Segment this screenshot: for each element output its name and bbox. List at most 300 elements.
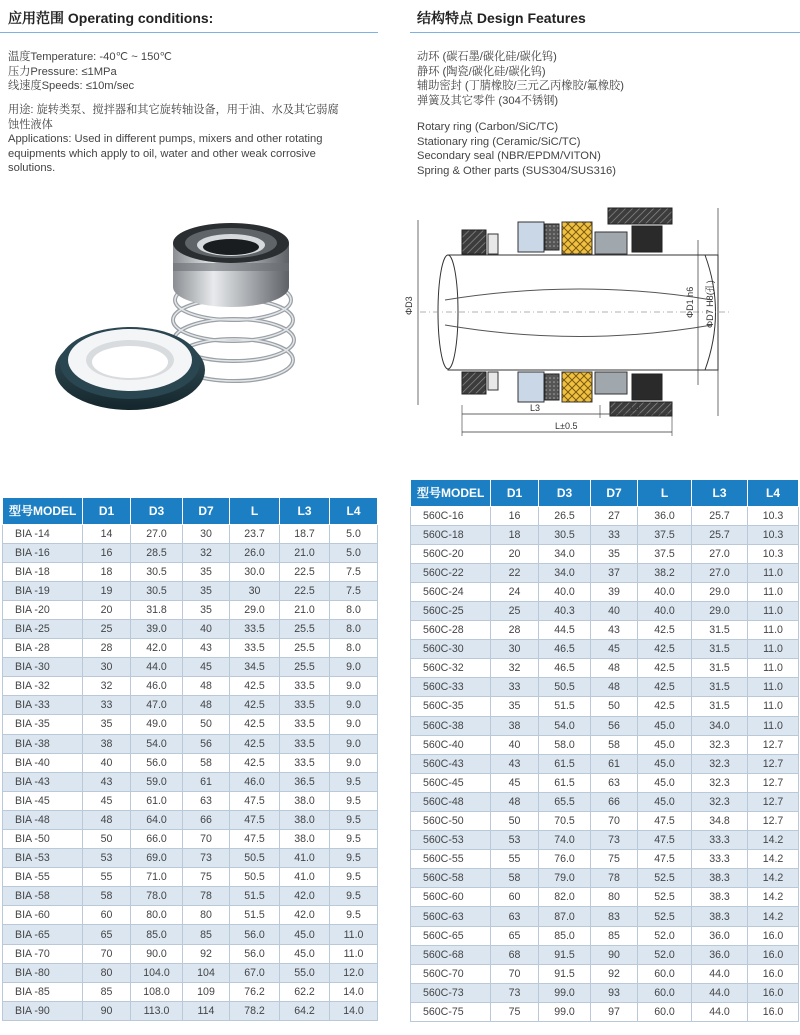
value-cell: 14.2 <box>748 907 799 926</box>
model-cell: BIA -25 <box>3 619 83 638</box>
value-cell: 16.0 <box>748 926 799 945</box>
model-cell: BIA -18 <box>3 562 83 581</box>
value-cell: 33.5 <box>280 696 330 715</box>
value-cell: 16.0 <box>748 1002 799 1021</box>
value-cell: 56.0 <box>131 753 183 772</box>
value-cell: 14 <box>83 524 131 543</box>
table-row <box>411 792 799 811</box>
value-cell: 46.5 <box>539 640 591 659</box>
value-cell: 71.0 <box>131 868 183 887</box>
value-cell: 39.0 <box>131 619 183 638</box>
table-row <box>3 734 378 753</box>
value-cell: 48 <box>183 696 230 715</box>
value-cell: 61.0 <box>131 791 183 810</box>
table-row <box>411 697 799 716</box>
table-row <box>3 1001 378 1020</box>
value-cell: 16.0 <box>748 964 799 983</box>
value-cell: 21.0 <box>280 600 330 619</box>
table-row <box>411 716 799 735</box>
table-row <box>411 754 799 773</box>
col-model: 型号MODEL <box>411 480 491 506</box>
table-row <box>411 888 799 907</box>
value-cell: 113.0 <box>131 1001 183 1020</box>
value-cell: 99.0 <box>539 983 591 1002</box>
value-cell: 14.2 <box>748 869 799 888</box>
col-d3: D3 <box>131 498 183 524</box>
value-cell: 22.5 <box>280 562 330 581</box>
value-cell: 64.2 <box>280 1001 330 1020</box>
table-row <box>3 753 378 772</box>
value-cell: 73 <box>183 849 230 868</box>
value-cell: 40 <box>83 753 131 772</box>
value-cell: 11.0 <box>748 601 799 620</box>
model-cell: 560C-28 <box>411 621 491 640</box>
value-cell: 85 <box>183 925 230 944</box>
dim-l4-label: L4 <box>630 403 641 413</box>
value-cell: 50.5 <box>539 678 591 697</box>
value-cell: 45 <box>491 773 539 792</box>
value-cell: 27.0 <box>692 544 748 563</box>
value-cell: 75 <box>591 850 638 869</box>
value-cell: 64.0 <box>131 810 183 829</box>
col-d7: D7 <box>183 498 230 524</box>
table-row <box>411 926 799 945</box>
value-cell: 30 <box>230 581 280 600</box>
value-cell: 31.8 <box>131 600 183 619</box>
value-cell: 99.0 <box>539 1002 591 1021</box>
table-row <box>3 600 378 619</box>
value-cell: 56 <box>591 716 638 735</box>
table-row <box>3 944 378 963</box>
value-cell: 26.5 <box>539 506 591 525</box>
value-cell: 47.5 <box>638 812 692 831</box>
value-cell: 14.2 <box>748 831 799 850</box>
value-cell: 24 <box>491 582 539 601</box>
value-cell: 58 <box>591 735 638 754</box>
value-cell: 11.0 <box>748 582 799 601</box>
table-row <box>411 983 799 1002</box>
feature-en-line: Stationary ring (Ceramic/SiC/TC) <box>417 135 581 148</box>
value-cell: 33 <box>491 678 539 697</box>
model-cell: BIA -33 <box>3 696 83 715</box>
value-cell: 14.2 <box>748 888 799 907</box>
value-cell: 32 <box>183 543 230 562</box>
value-cell: 49.0 <box>131 715 183 734</box>
value-cell: 50 <box>591 697 638 716</box>
value-cell: 44.0 <box>692 983 748 1002</box>
value-cell: 65 <box>491 926 539 945</box>
usage-cn-line: 蚀性液体 <box>8 118 53 131</box>
feature-en-line: Secondary seal (NBR/EPDM/VITON) <box>417 150 601 162</box>
value-cell: 42.5 <box>638 640 692 659</box>
value-cell: 70 <box>183 830 230 849</box>
value-cell: 56.0 <box>230 944 280 963</box>
value-cell: 11.0 <box>748 697 799 716</box>
model-cell: BIA -32 <box>3 677 83 696</box>
value-cell: 42.5 <box>230 734 280 753</box>
value-cell: 41.0 <box>280 849 330 868</box>
table-row <box>411 945 799 964</box>
value-cell: 90 <box>591 945 638 964</box>
value-cell: 35 <box>183 600 230 619</box>
value-cell: 47.5 <box>230 830 280 849</box>
model-cell: 560C-20 <box>411 544 491 563</box>
value-cell: 38.3 <box>692 869 748 888</box>
value-cell: 60.0 <box>638 964 692 983</box>
value-cell: 65.5 <box>539 792 591 811</box>
model-cell: BIA -19 <box>3 581 83 600</box>
value-cell: 80 <box>591 888 638 907</box>
value-cell: 66 <box>591 792 638 811</box>
col-d1: D1 <box>491 480 539 506</box>
value-cell: 37 <box>591 563 638 582</box>
value-cell: 16.0 <box>748 945 799 964</box>
model-cell: 560C-25 <box>411 601 491 620</box>
value-cell: 47.5 <box>638 831 692 850</box>
value-cell: 31.5 <box>692 659 748 678</box>
model-cell: 560C-65 <box>411 926 491 945</box>
value-cell: 33 <box>591 525 638 544</box>
feature-en-line: Spring & Other parts (SUS304/SUS316) <box>417 164 616 177</box>
value-cell: 8.0 <box>330 619 378 638</box>
value-cell: 33.5 <box>230 639 280 658</box>
value-cell: 42.5 <box>638 659 692 678</box>
model-cell: BIA -70 <box>3 944 83 963</box>
value-cell: 37.5 <box>638 525 692 544</box>
value-cell: 30.0 <box>230 562 280 581</box>
table-row <box>3 906 378 925</box>
value-cell: 53 <box>491 831 539 850</box>
value-cell: 52.5 <box>638 869 692 888</box>
value-cell: 38.3 <box>692 907 748 926</box>
model-cell: BIA -50 <box>3 830 83 849</box>
value-cell: 43 <box>83 772 131 791</box>
value-cell: 50 <box>83 830 131 849</box>
value-cell: 40.3 <box>539 601 591 620</box>
value-cell: 9.5 <box>330 830 378 849</box>
feature-cn-line: 弹簧及其它零件 (304不锈钢) <box>417 94 559 107</box>
dim-l-label: L±0.5 <box>555 421 578 431</box>
value-cell: 50 <box>183 715 230 734</box>
table-row <box>3 772 378 791</box>
value-cell: 61.5 <box>539 754 591 773</box>
table-row <box>3 562 378 581</box>
feature-cn-line: 辅助密封 (丁腈橡胶/三元乙丙橡胶/氟橡胶) <box>417 80 624 92</box>
value-cell: 33.3 <box>692 831 748 850</box>
value-cell: 14.0 <box>330 982 378 1001</box>
value-cell: 44.0 <box>131 658 183 677</box>
value-cell: 29.0 <box>692 601 748 620</box>
table-row <box>3 715 378 734</box>
value-cell: 35 <box>83 715 131 734</box>
value-cell: 104.0 <box>131 963 183 982</box>
value-cell: 50.5 <box>230 868 280 887</box>
value-cell: 38 <box>491 716 539 735</box>
table-row <box>3 887 378 906</box>
value-cell: 58.0 <box>539 735 591 754</box>
value-cell: 8.0 <box>330 639 378 658</box>
model-cell: BIA -28 <box>3 639 83 658</box>
model-cell: 560C-75 <box>411 1002 491 1021</box>
value-cell: 61 <box>183 772 230 791</box>
model-cell: 560C-33 <box>411 678 491 697</box>
value-cell: 61.5 <box>539 773 591 792</box>
value-cell: 38.0 <box>280 791 330 810</box>
value-cell: 33.5 <box>280 677 330 696</box>
value-cell: 32.3 <box>692 754 748 773</box>
value-cell: 34.8 <box>692 812 748 831</box>
value-cell: 69.0 <box>131 849 183 868</box>
value-cell: 32 <box>491 659 539 678</box>
value-cell: 45.0 <box>638 754 692 773</box>
value-cell: 31.5 <box>692 640 748 659</box>
value-cell: 78 <box>183 887 230 906</box>
value-cell: 38 <box>83 734 131 753</box>
value-cell: 41.0 <box>280 868 330 887</box>
value-cell: 12.7 <box>748 735 799 754</box>
model-cell: 560C-70 <box>411 964 491 983</box>
value-cell: 29.0 <box>692 582 748 601</box>
value-cell: 38.3 <box>692 888 748 907</box>
value-cell: 44.0 <box>692 1002 748 1021</box>
value-cell: 54.0 <box>539 716 591 735</box>
value-cell: 42.0 <box>131 639 183 658</box>
value-cell: 47.5 <box>230 810 280 829</box>
value-cell: 85 <box>591 926 638 945</box>
model-cell: 560C-48 <box>411 792 491 811</box>
value-cell: 22.5 <box>280 581 330 600</box>
value-cell: 18.7 <box>280 524 330 543</box>
feature-cn-line: 静环 (陶瓷/碳化硅/碳化钨) <box>417 65 546 78</box>
value-cell: 32.3 <box>692 792 748 811</box>
value-cell: 40 <box>591 601 638 620</box>
model-cell: 560C-55 <box>411 850 491 869</box>
seal-cross-section-diagram <box>400 200 780 450</box>
value-cell: 67.0 <box>230 963 280 982</box>
value-cell: 9.0 <box>330 734 378 753</box>
value-cell: 5.0 <box>330 524 378 543</box>
value-cell: 23.7 <box>230 524 280 543</box>
table-row <box>411 659 799 678</box>
design-features-en <box>417 120 616 178</box>
table-row <box>411 601 799 620</box>
value-cell: 66 <box>183 810 230 829</box>
value-cell: 45.0 <box>280 944 330 963</box>
model-cell: 560C-40 <box>411 735 491 754</box>
value-cell: 42.5 <box>230 677 280 696</box>
value-cell: 52.0 <box>638 926 692 945</box>
value-cell: 9.5 <box>330 849 378 868</box>
value-cell: 10.3 <box>748 506 799 525</box>
value-cell: 27 <box>591 506 638 525</box>
value-cell: 70.5 <box>539 812 591 831</box>
value-cell: 52.5 <box>638 888 692 907</box>
model-cell: 560C-32 <box>411 659 491 678</box>
value-cell: 12.7 <box>748 773 799 792</box>
value-cell: 55 <box>491 850 539 869</box>
value-cell: 46.0 <box>131 677 183 696</box>
value-cell: 52.0 <box>638 945 692 964</box>
value-cell: 60.0 <box>638 1002 692 1021</box>
value-cell: 30.5 <box>539 525 591 544</box>
value-cell: 22 <box>491 563 539 582</box>
design-title-en: Design Features <box>476 10 586 26</box>
value-cell: 9.0 <box>330 696 378 715</box>
value-cell: 73 <box>591 831 638 850</box>
value-cell: 9.0 <box>330 658 378 677</box>
value-cell: 18 <box>83 562 131 581</box>
value-cell: 45.0 <box>638 792 692 811</box>
value-cell: 44.0 <box>692 964 748 983</box>
value-cell: 36.5 <box>280 772 330 791</box>
col-l: L <box>638 480 692 506</box>
model-cell: BIA -14 <box>3 524 83 543</box>
dim-d7-label: ΦD7 H8(孔) <box>705 280 715 328</box>
value-cell: 12.7 <box>748 754 799 773</box>
value-cell: 11.0 <box>748 659 799 678</box>
table-row <box>3 982 378 1001</box>
value-cell: 38.0 <box>280 830 330 849</box>
value-cell: 40.0 <box>539 582 591 601</box>
value-cell: 61 <box>591 754 638 773</box>
table-row <box>3 524 378 543</box>
table-row <box>3 810 378 829</box>
value-cell: 26.0 <box>230 543 280 562</box>
usage-en-line: equipments which apply to oil, water and other weak corrosive <box>8 147 316 160</box>
model-cell: BIA -35 <box>3 715 83 734</box>
value-cell: 20 <box>491 544 539 563</box>
value-cell: 63 <box>183 791 230 810</box>
model-cell: 560C-63 <box>411 907 491 926</box>
value-cell: 9.5 <box>330 810 378 829</box>
value-cell: 83 <box>591 907 638 926</box>
usage-en-line: solutions. <box>8 162 56 174</box>
value-cell: 78.2 <box>230 1001 280 1020</box>
value-cell: 108.0 <box>131 982 183 1001</box>
value-cell: 12.7 <box>748 812 799 831</box>
560c-dimension-table <box>410 480 799 1022</box>
value-cell: 51.5 <box>539 697 591 716</box>
value-cell: 62.2 <box>280 982 330 1001</box>
model-cell: 560C-73 <box>411 983 491 1002</box>
pressure-line: 压力Pressure: ≤1MPa <box>8 65 117 78</box>
value-cell: 42.5 <box>230 753 280 772</box>
value-cell: 40.0 <box>638 582 692 601</box>
value-cell: 35 <box>491 697 539 716</box>
model-cell: 560C-50 <box>411 812 491 831</box>
value-cell: 25.5 <box>280 639 330 658</box>
value-cell: 47.0 <box>131 696 183 715</box>
value-cell: 82.0 <box>539 888 591 907</box>
table-row <box>411 621 799 640</box>
value-cell: 25 <box>491 601 539 620</box>
value-cell: 51.5 <box>230 887 280 906</box>
value-cell: 45.0 <box>638 735 692 754</box>
value-cell: 25.5 <box>280 619 330 638</box>
value-cell: 75 <box>183 868 230 887</box>
model-cell: 560C-24 <box>411 582 491 601</box>
value-cell: 32.3 <box>692 773 748 792</box>
value-cell: 60.0 <box>638 983 692 1002</box>
model-cell: BIA -80 <box>3 963 83 982</box>
value-cell: 42.5 <box>638 621 692 640</box>
col-d3: D3 <box>539 480 591 506</box>
value-cell: 9.0 <box>330 677 378 696</box>
model-cell: 560C-30 <box>411 640 491 659</box>
operating-title-en: Operating conditions: <box>67 10 214 26</box>
value-cell: 47.5 <box>230 791 280 810</box>
value-cell: 31.5 <box>692 697 748 716</box>
dim-d3-label: ΦD3 <box>404 296 414 315</box>
value-cell: 18 <box>491 525 539 544</box>
table-row <box>411 850 799 869</box>
value-cell: 11.0 <box>748 640 799 659</box>
value-cell: 34.0 <box>539 544 591 563</box>
model-cell: 560C-18 <box>411 525 491 544</box>
value-cell: 91.5 <box>539 964 591 983</box>
table-row <box>3 581 378 600</box>
value-cell: 80 <box>183 906 230 925</box>
table-row <box>411 678 799 697</box>
usage-cn-line: 用途: 旋转类泵、搅拌器和其它旋转轴设备，用于油、水及其它弱腐 <box>8 104 339 116</box>
value-cell: 25.5 <box>280 658 330 677</box>
table-row <box>411 812 799 831</box>
value-cell: 92 <box>591 964 638 983</box>
model-cell: BIA -20 <box>3 600 83 619</box>
table-row <box>411 563 799 582</box>
value-cell: 48 <box>183 677 230 696</box>
value-cell: 50.5 <box>230 849 280 868</box>
temperature-line: 温度Temperature: -40℃ ~ 150℃ <box>8 51 173 63</box>
mechanical-seal-photo <box>48 205 358 435</box>
value-cell: 87.0 <box>539 907 591 926</box>
feature-cn-line: 动环 (碳石墨/碳化硅/碳化钨) <box>417 51 557 63</box>
value-cell: 42.5 <box>230 715 280 734</box>
value-cell: 80 <box>83 963 131 982</box>
value-cell: 75 <box>491 1002 539 1021</box>
value-cell: 85.0 <box>539 926 591 945</box>
value-cell: 59.0 <box>131 772 183 791</box>
model-cell: BIA -58 <box>3 887 83 906</box>
value-cell: 11.0 <box>748 563 799 582</box>
value-cell: 55 <box>83 868 131 887</box>
model-cell: 560C-60 <box>411 888 491 907</box>
value-cell: 43 <box>183 639 230 658</box>
value-cell: 32 <box>83 677 131 696</box>
value-cell: 34.0 <box>539 563 591 582</box>
model-cell: 560C-22 <box>411 563 491 582</box>
value-cell: 70 <box>491 964 539 983</box>
table-header-row <box>3 498 378 524</box>
value-cell: 10.3 <box>748 525 799 544</box>
model-cell: BIA -90 <box>3 1001 83 1020</box>
model-cell: BIA -48 <box>3 810 83 829</box>
table-row <box>411 640 799 659</box>
speed-line: 线速度Speeds: ≤10m/sec <box>8 80 135 92</box>
bia-dimension-table <box>2 498 378 1021</box>
value-cell: 114 <box>183 1001 230 1020</box>
value-cell: 36.0 <box>692 926 748 945</box>
table-row <box>411 582 799 601</box>
value-cell: 35 <box>183 562 230 581</box>
value-cell: 30.5 <box>131 562 183 581</box>
model-cell: 560C-43 <box>411 754 491 773</box>
value-cell: 43 <box>491 754 539 773</box>
value-cell: 80.0 <box>131 906 183 925</box>
feature-en-line: Rotary ring (Carbon/SiC/TC) <box>417 121 559 133</box>
table-row <box>411 525 799 544</box>
table-row <box>411 544 799 563</box>
